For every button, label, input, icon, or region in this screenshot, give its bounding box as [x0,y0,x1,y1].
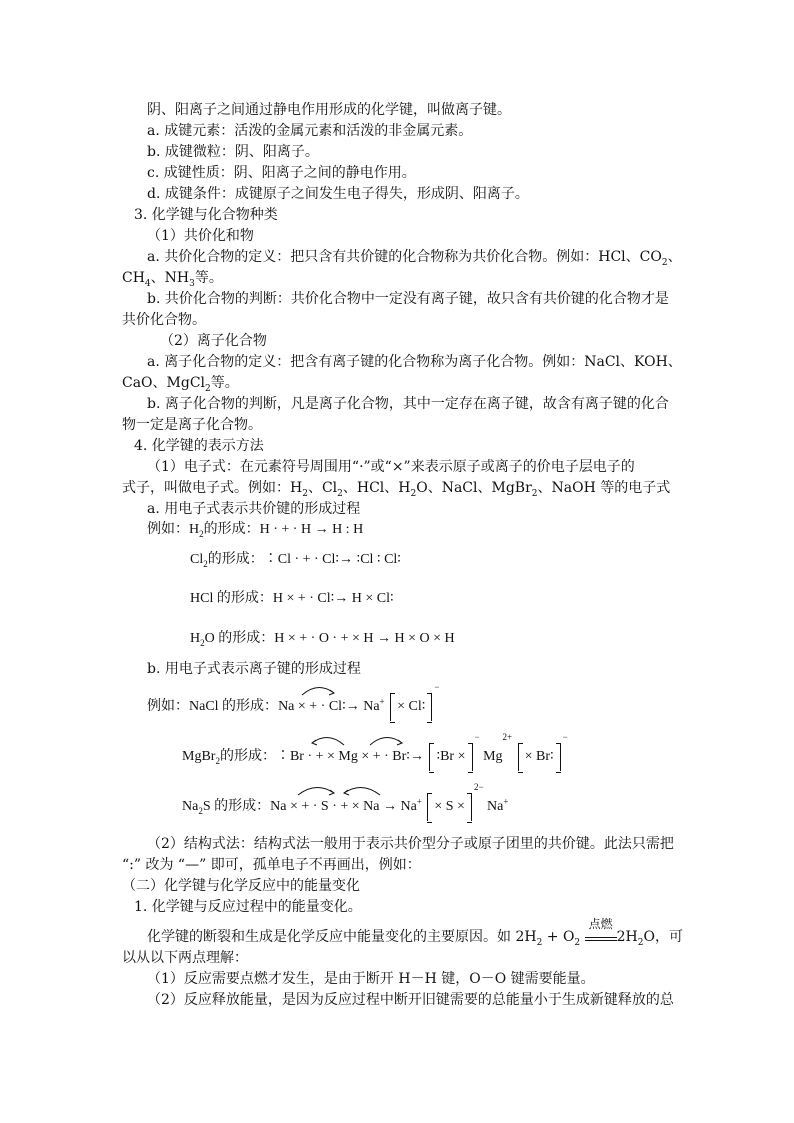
electron-transfer-arrow [308,733,348,747]
paragraph-line: 以从以下两点理解： [122,950,248,966]
mgbr2-formation: MgBr$_2$的形成：∶Br · + × Mg × + · Br∶→ ∶Br ×− $Mg^{2+}$ × Br∶− [182,743,568,771]
paragraph-line: “:” 改为 “—” 即可，孤单电子不再画出，例如： [122,857,421,873]
sulfide-bracket: × S × [427,793,472,821]
section-heading: （二）化学键与化学反应中的能量变化 [122,878,360,894]
subsection-heading: （1）共价化和物 [147,228,254,244]
bromide-bracket: ∶Br × [429,743,472,771]
section-heading: 3. 化学键与化合物种类 [134,207,278,223]
electron-transfer-arrow [368,733,408,747]
paragraph-line: （2）反应释放能量，是因为反应过程中断开旧键需要的总能量小于生成新键释放的总 [147,992,674,1008]
section-heading: 4. 化学键的表示方法 [134,438,264,454]
reaction-condition: 点燃 [585,929,617,941]
paragraph-line: 化学键的断裂和生成是化学反应中能量变化的主要原因。如 $2H_2 + O_2$ 点燃 $2H_2O$，可 [147,917,683,948]
list-item: b. 用电子式表示离子键的形成过程 [147,661,361,677]
nacl-formation: 例如：NaCl 的形成：Na × + · Cl∶→ Na+ × Cl∶− [147,693,439,721]
hcl-formation: HCl 的形成：H × + · Cl∶→ H × Cl∶ [190,591,394,606]
paragraph-line: CaO、MgCl$_2$等。 [122,375,239,394]
h2-formation: 例如：$H_2$的形成：H · + · H → H : H [147,522,364,539]
list-item: b. 成键微粒：阴、阳离子。 [147,144,319,160]
paragraph-line: 共价化合物。 [122,312,206,328]
paragraph-line: a. 共价化合物的定义：把只含有共价键的化合物称为共价化合物。例如：HCl、$CO_2$、 [147,249,682,268]
electron-transfer-arrow [296,783,340,797]
paragraph-line: （2）结构式法：结构式法一般用于表示共价型分子或原子团里的共价键。此法只需把 [147,836,674,852]
paragraph-line: （1）反应需要点燃才发生，是由于断开 H－H 键，O－O 键需要能量。 [147,971,595,987]
h2o-formation: $H_2O$ 的形成：H × + · O · + × H → H × O × H [190,631,455,648]
na2s-formation: $Na_2S$ 的形成：Na × + · S · + × Na → Na+ × S ×$^{2-}$ Na+ [182,793,508,821]
paragraph-line: 物一定是离子化合物。 [122,417,262,433]
paragraph-line: a. 离子化合物的定义：把含有离子键的化合物称为离子化合物。例如：NaCl、KOH、 [147,354,682,370]
nacl-anion-bracket: × Cl∶ [390,693,432,721]
ionic-bond-definition: 阴、阳离子之间通过静电作用形成的化学键，叫做离子键。 [147,102,511,118]
subsection-heading: （2）离子化合物 [160,333,267,349]
electron-transfer-arrow [340,783,384,797]
cl2-formation: $Cl_2$的形成：∶Cl · + · Cl∶→ ∶Cl ∶ Cl∶ [190,552,401,569]
section-heading: 1. 化学键与反应过程中的能量变化。 [134,899,362,915]
paragraph-line: 式子，叫做电子式。例如：$H_2$、$Cl_2$、HCl、$H_2O$、NaCl、MgBr$_2$、NaOH 等的电子式 [122,480,671,499]
list-item: c. 成键性质：阴、阳离子之间的静电作用。 [147,165,416,181]
bromide-bracket: × Br∶ [518,743,561,771]
paragraph-line: b. 离子化合物的判断，凡是离子化合物，其中一定存在离子键，故含有离子键的化合 [147,396,669,412]
list-item: a. 成键元素：活泼的金属元素和活泼的非金属元素。 [147,123,473,139]
paragraph-line: （1）电子式：在元素符号周围用“·”或“×”来表示原子或离子的价电子层电子的 [147,459,635,475]
list-item: a. 用电子式表示共价键的形成过程 [147,501,361,517]
list-item: d. 成键条件：成键原子之间发生电子得失，形成阴、阳离子。 [147,186,529,202]
paragraph-line: $CH_4$、$NH_3$等。 [122,270,223,289]
paragraph-line: b. 共价化合物的判断：共价化合物中一定没有离子键，故只含有共价键的化合物才是 [147,291,669,307]
electron-transfer-arrow [300,683,340,697]
